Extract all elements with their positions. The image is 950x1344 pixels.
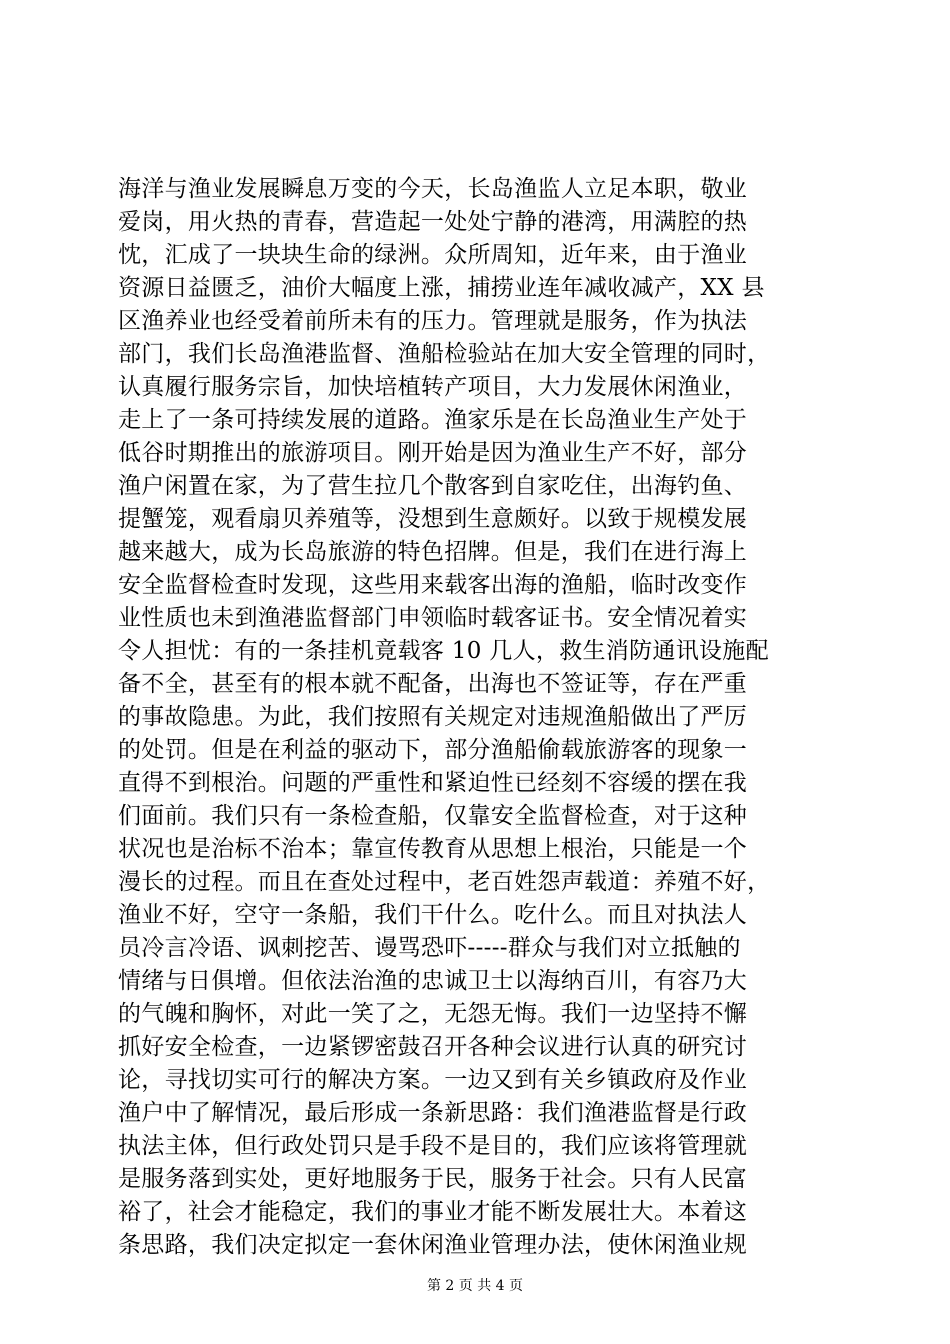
text-line: 备不全，甚至有的根本就不配备，出海也不签证等，存在严重	[118, 671, 748, 697]
text-line: 直得不到根治。问题的严重性和紧迫性已经刻不容缓的摆在我	[118, 770, 748, 796]
text-line: 漫长的过程。而且在查处过程中，老百姓怨声载道：养殖不好，	[118, 869, 771, 895]
text-line: 抓好安全检查，一边紧锣密鼓召开各种会议进行认真的研究讨	[118, 1034, 748, 1060]
text-line: 资源日益匮乏，油价大幅度上涨，捕捞业连年减收减产，XX 县	[118, 275, 765, 301]
text-line: 提蟹笼，观看扇贝养殖等，没想到生意颇好。以致于规模发展	[118, 506, 748, 532]
text-line: 安全监督检查时发现，这些用来载客出海的渔船，临时改变作	[118, 572, 748, 598]
text-line: 渔户中了解情况，最后形成一条新思路：我们渔港监督是行政	[118, 1100, 748, 1126]
text-line: 认真履行服务宗旨，加快培植转产项目，大力发展休闲渔业，	[118, 374, 748, 400]
text-line: 裕了，社会才能稳定，我们的事业才能不断发展壮大。本着这	[118, 1199, 748, 1225]
text-line: 状况也是治标不治本；靠宣传教育从思想上根治，只能是一个	[118, 836, 748, 862]
text-line: 部门，我们长岛渔港监督、渔船检验站在加大安全管理的同时，	[118, 341, 771, 367]
text-line: 走上了一条可持续发展的道路。渔家乐是在长岛渔业生产处于	[118, 407, 748, 433]
text-line: 忱，汇成了一块块生命的绿洲。众所周知，近年来，由于渔业	[118, 242, 748, 268]
text-line: 是服务落到实处，更好地服务于民，服务于社会。只有人民富	[118, 1166, 748, 1192]
text-line: 的气魄和胸怀，对此一笑了之，无怨无悔。我们一边坚持不懈	[118, 1001, 748, 1027]
text-line: 越来越大，成为长岛旅游的特色招牌。但是，我们在进行海上	[118, 539, 748, 565]
text-line: 论，寻找切实可行的解决方案。一边又到有关乡镇政府及作业	[118, 1067, 748, 1093]
text-line: 令人担忧：有的一条挂机竟载客 10 几人，救生消防通讯设施配	[118, 638, 769, 664]
text-line: 海洋与渔业发展瞬息万变的今天，长岛渔监人立足本职，敬业	[118, 176, 748, 202]
text-line: 情绪与日俱增。但依法治渔的忠诚卫士以海纳百川，有容乃大	[118, 968, 748, 994]
text-line: 区渔养业也经受着前所未有的压力。管理就是服务，作为执法	[118, 308, 748, 334]
text-line: 爱岗，用火热的青春，营造起一处处宁静的港湾，用满腔的热	[118, 209, 748, 235]
text-line: 条思路，我们决定拟定一套休闲渔业管理办法，使休闲渔业规	[118, 1232, 748, 1258]
text-line: 渔业不好，空守一条船，我们干什么。吃什么。而且对执法人	[118, 902, 748, 928]
body-paragraph	[118, 173, 838, 1262]
text-line: 员冷言冷语、讽刺挖苦、谩骂恐吓-----群众与我们对立抵触的	[118, 935, 741, 961]
text-line: 们面前。我们只有一条检查船，仅靠安全监督检查，对于这种	[118, 803, 748, 829]
text-line: 执法主体，但行政处罚只是手段不是目的，我们应该将管理就	[118, 1133, 748, 1159]
text-line: 低谷时期推出的旅游项目。刚开始是因为渔业生产不好，部分	[118, 440, 748, 466]
text-line: 的处罚。但是在利益的驱动下，部分渔船偷载旅游客的现象一	[118, 737, 748, 763]
text-line: 的事故隐患。为此，我们按照有关规定对违规渔船做出了严厉	[118, 704, 748, 730]
text-line: 业性质也未到渔港监督部门申领临时载客证书。安全情况着实	[118, 605, 748, 631]
page-footer: 第 2 页 共 4 页	[426, 1278, 524, 1294]
text-line: 渔户闲置在家，为了营生拉几个散客到自家吃住，出海钓鱼、	[118, 473, 748, 499]
